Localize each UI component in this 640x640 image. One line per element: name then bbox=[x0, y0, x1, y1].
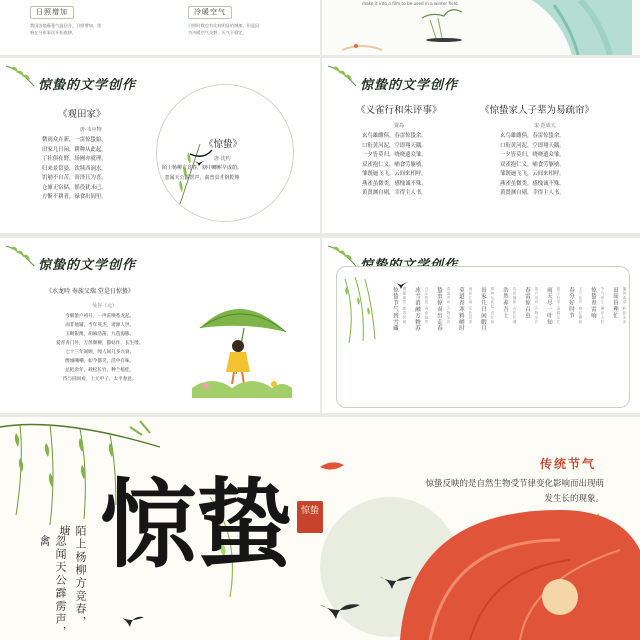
girl-under-leaf-illustration bbox=[192, 288, 292, 398]
vertical-poem-sub: 耕种从此起·农忙始 bbox=[490, 287, 494, 325]
section-title: 惊蛰的文学创作 bbox=[38, 78, 137, 93]
slide-poems-1 bbox=[0, 58, 320, 233]
cover-vertical-poem-2: 忽闻天公霹雳声，禽 bbox=[38, 535, 67, 639]
vertical-poem-col: 莫道春寒料峭时 bbox=[458, 287, 464, 332]
poem-title-guantian: 《观田家》 bbox=[58, 109, 106, 120]
vertical-poem-sub: 节气养生·顺应天时 bbox=[600, 287, 604, 325]
cover-vertical-poem-1: 陌上杨柳方竞春，塘 bbox=[58, 525, 87, 629]
vertical-poem-sub: 春雷声动·万物复苏 bbox=[446, 287, 450, 325]
poem-title-shuilong: 《水龙吟 寿族父瑞 堂是日惊蛰》 bbox=[46, 288, 134, 295]
vertical-poem-panel bbox=[336, 266, 630, 408]
air-text: 日照时数也有比较明显的增加，但是因 为冷暖空气交替，天气不稳定。 bbox=[188, 23, 260, 35]
poem-author-shuilong: 吴存（元） bbox=[92, 303, 118, 309]
cover-seal: 惊蛰 bbox=[297, 501, 323, 533]
slide-illustration-top bbox=[322, 0, 640, 55]
cover-tag: 传统节气 bbox=[540, 457, 597, 471]
slide-cover bbox=[0, 417, 640, 640]
vertical-poem-col: 田家几日闲暇月 bbox=[480, 287, 486, 332]
vertical-poem-sub: 蛰户初开·万物生长 bbox=[534, 287, 538, 325]
vertical-poem-sub: 燕子归来·春耕正忙 bbox=[556, 287, 560, 325]
poem-lines-yique: 玄鸟雄雌俱，春雷惊蛰余。 口衔黄河泥，空即翔天隅。 一夕皆莫归，哓哓遗众雏。 双雀抱仁义，哺食劳躯劬。 雏既逦飞飞，云间来相呼。 燕雀虽微类，感愧诚不殊。 黄贤测自剔，幸得主人书。 bbox=[362, 133, 427, 196]
vertical-poem-col: 田间管理忙 bbox=[612, 287, 618, 319]
poem-lines-shuilong: 今朝蛰户初开，一声雷唤苍龙起。 而非他辅，当年英杰，诸源人世。 玉砌银澳，胡麻浩荡，九苞海豚。 爱青青门外，万丝颓柳，都姑作，长生缕。 七十三年间顾，闻人间几多兴衰。 醉城嘲嘲，如今都笑，活中有味。 总把余年，载松长竹，种兰植桂。 待与圆同看，上元甲子，太平春意。 bbox=[56, 314, 144, 382]
poem-lines-guantian: 微雨众卉新，一雷惊蛰始。 田家几日闲，耕种从此起。 丁壮俱在野，场圃亦就理。 归来景常晏，饮犊西涧水。 饥劬不自苦，膏泽且为喜。 仓廪无宿储，徭役犹未已。 方惭不耕者，禄食出闾里。 bbox=[42, 137, 107, 200]
leaf-decoration-icon bbox=[4, 242, 38, 272]
leaf-decoration-icon bbox=[4, 62, 38, 92]
vertical-poem-col: 惊蛰节气到雪藏 bbox=[392, 287, 398, 332]
vertical-poem-sub: 播种希望·收获未来 bbox=[622, 287, 626, 325]
poem-lines-yishu: 玄鸟雄雌俱，春雷惊蛰余。 口衔黄河泥，空即翔天隅。 一夕皆莫归，哓哓遗众雏。 双雀抱仁义，哺食劳躯劬。 雏既逦飞飞，云间来相呼。 燕雀虽微类，感愧诚不殊。 黄贤测自剔，幸得主人书。 bbox=[500, 133, 565, 196]
poem-author-yique: 贾岛 bbox=[394, 123, 405, 129]
poem-author-guantian: 唐·韦应物 bbox=[80, 127, 102, 133]
landscape-illustration bbox=[322, 0, 640, 55]
vertical-poem-sub: 雨润江南·草色青青 bbox=[468, 287, 472, 325]
poem-title-yishu: 《惊蛰家人子辈为易疏帘》 bbox=[480, 105, 595, 116]
poem-author-jingzhe: 唐·沈约 bbox=[214, 156, 231, 162]
vertical-poem-col: 冰雪消融万物苏 bbox=[414, 287, 420, 332]
vertical-poem-sub: 春风拂面·山花烂漫 bbox=[512, 287, 516, 325]
sunlight-text: 我国各地藤蔓气温回升，日照增加，雷 响在分布事次开始春耕。 bbox=[30, 23, 102, 35]
cover-description: 惊蛰反映的是自然生物受节律变化影响而出现萌发生长的现象。 bbox=[425, 479, 604, 504]
section-title: 惊蛰的文学创作 bbox=[38, 258, 137, 273]
slide-poems-2 bbox=[322, 58, 640, 233]
section-title: 惊蛰的文学创作 bbox=[360, 78, 459, 93]
leaf-decoration-icon bbox=[326, 62, 360, 92]
chip-air: 冷暖空气 bbox=[188, 6, 232, 19]
vertical-poem-col: 春分好时节 bbox=[568, 287, 574, 319]
chip-sunlight: 日照增加 bbox=[30, 6, 74, 19]
vertical-poem-sub: 百花待放·春意盎然 bbox=[424, 287, 428, 325]
vertical-poem-sub: 柳絮嫣然·新春风暖 bbox=[402, 287, 406, 325]
poem-lines-jingzhe: 陌上杨柳方竞春，塘中鲫鲋早成荫。 忽闻天公霹雳声，禽兽虫豸倒乾坤 bbox=[162, 165, 243, 181]
vertical-poem-col: 春雷惊百虫 bbox=[524, 287, 530, 319]
poem-title-yique: 《义雀行和朱评事》 bbox=[356, 105, 442, 116]
willow-branch-icon bbox=[341, 275, 385, 345]
vertical-poem-col: 蛰虫惊而出走春 bbox=[436, 287, 442, 332]
vertical-poem-sub: 玉兰花开·桃红柳绿 bbox=[578, 287, 582, 325]
poem-title-jingzhe: 《惊蛰》 bbox=[204, 139, 243, 150]
poem-author-yishu: 宋·范成大 bbox=[534, 123, 556, 129]
caption-text: make it into a film to be used in a winter field bbox=[362, 1, 458, 6]
slide-poems-4 bbox=[322, 238, 640, 413]
vertical-poem-col: 惊蛰春雷响 bbox=[590, 287, 596, 319]
cover-big-title: 惊蛰 bbox=[100, 468, 292, 581]
vertical-poem-col: 浩然养吾土 bbox=[502, 287, 508, 319]
slide-poems-3 bbox=[0, 238, 320, 413]
slide-climate bbox=[0, 0, 320, 55]
vertical-poem-col: 雨天尽一叶知 bbox=[546, 287, 552, 326]
